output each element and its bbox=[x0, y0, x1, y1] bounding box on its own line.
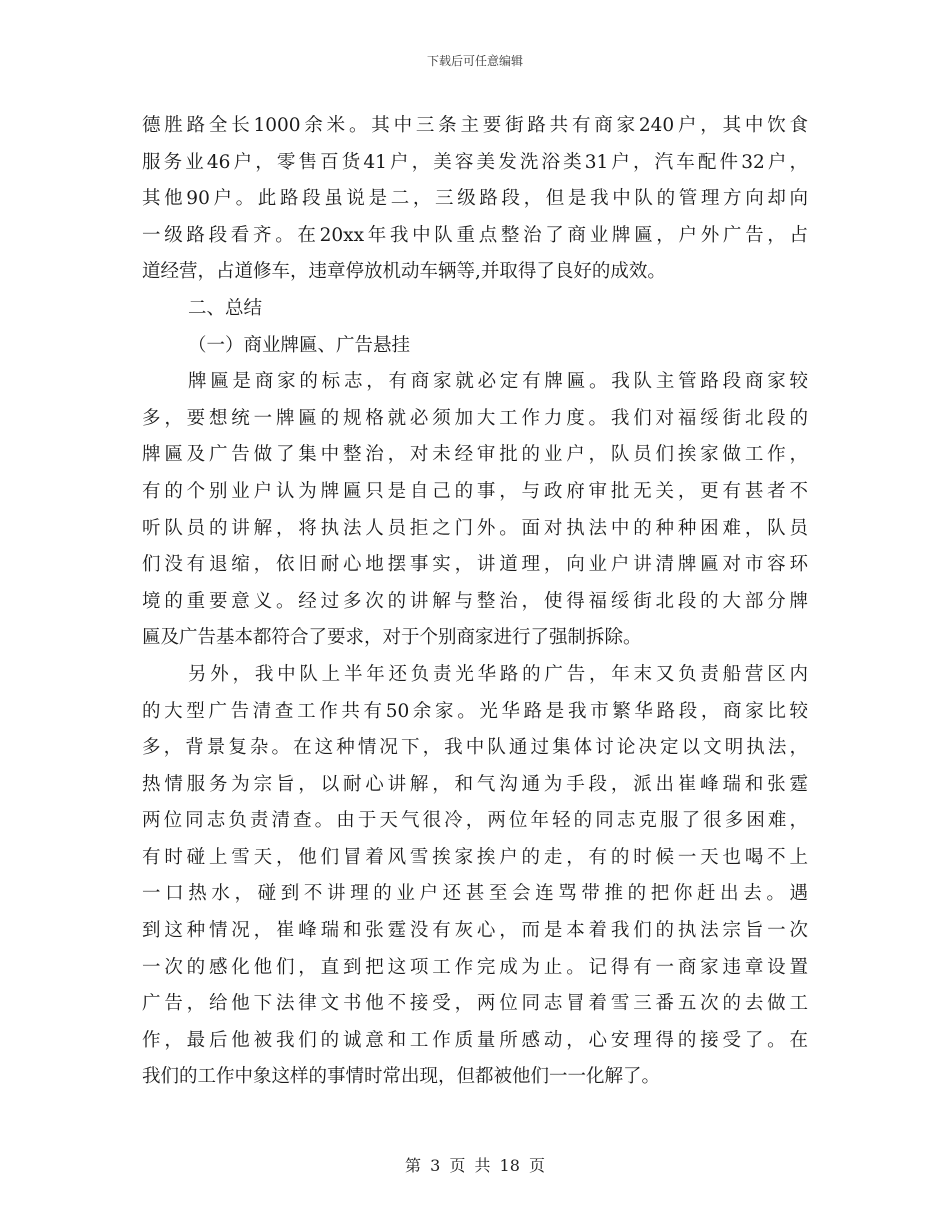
text-line: 热情服务为宗旨，以耐心讲解，和气沟通为手段，派出崔峰瑞和张霆 bbox=[142, 773, 808, 795]
page-header: 下载后可任意编辑 bbox=[426, 54, 523, 68]
text-line: 一口热水，碰到不讲理的业户还甚至会连骂带推的把你赶出去。遇 bbox=[142, 883, 808, 905]
page-footer: 第 3 页 共 18 页 bbox=[405, 1156, 545, 1175]
text-line: 我们的工作中象这样的事情时常出现，但都被他们一一化解了。 bbox=[142, 1066, 661, 1088]
text-line: 一次的感化他们，直到把这项工作完成为止。记得有一商家违章设置 bbox=[142, 956, 808, 978]
text-line: 牌匾是商家的标志，有商家就必定有牌匾。我队主管路段商家较 bbox=[188, 371, 808, 393]
text-line: 听队员的讲解，将执法人员拒之门外。面对执法中的种种困难，队员 bbox=[142, 517, 808, 539]
text-line: 境的重要意义。经过多次的讲解与整治，使得福绥街北段的大部分牌 bbox=[142, 590, 808, 612]
text-line: 们没有退缩，依旧耐心地摆事实，讲道理，向业户讲清牌匾对市容环 bbox=[142, 554, 808, 576]
text-line: 一级路段看齐。在20xx年我中队重点整治了商业牌匾，户外广告，占 bbox=[142, 224, 808, 246]
text-line: 有的个别业户认为牌匾只是自己的事，与政府审批无关，更有甚者不 bbox=[142, 480, 808, 502]
text-line: 牌匾及广告做了集中整治，对未经审批的业户，队员们挨家做工作， bbox=[142, 444, 808, 466]
text-line: 其他90户。此路段虽说是二，三级路段，但是我中队的管理方向却向 bbox=[142, 188, 808, 210]
text-line: 有时碰上雪天，他们冒着风雪挨家挨户的走，有的时候一天也喝不上 bbox=[142, 846, 808, 868]
text-line: 广告，给他下法律文书他不接受，两位同志冒着雪三番五次的去做工 bbox=[142, 993, 808, 1015]
text-line: 两位同志负责清查。由于天气很冷，两位年轻的同志克服了很多困难， bbox=[142, 810, 808, 832]
section-heading: 二、总结 bbox=[188, 297, 263, 319]
text-line: 多，背景复杂。在这种情况下，我中队通过集体讨论决定以文明执法， bbox=[142, 737, 808, 759]
text-line: 德胜路全长1000余米。其中三条主要街路共有商家240户，其中饮食 bbox=[142, 115, 808, 136]
text-line: 作，最后他被我们的诚意和工作质量所感动，心安理得的接受了。在 bbox=[142, 1029, 808, 1051]
text-line: 匾及广告基本都符合了要求，对于个别商家进行了强制拆除。 bbox=[142, 627, 642, 649]
text-line: 道经营，占道修车，违章停放机动车辆等,并取得了良好的成效。 bbox=[142, 261, 666, 283]
text-line: 另外，我中队上半年还负责光华路的广告，年末又负责船营区内 bbox=[188, 663, 808, 685]
text-line: 多，要想统一牌匾的规格就必须加大工作力度。我们对福绥街北段的 bbox=[142, 407, 808, 429]
text-line: 的大型广告清查工作共有50余家。光华路是我市繁华路段，商家比较 bbox=[142, 700, 808, 722]
subsection-heading: （一）商业牌匾、广告悬挂 bbox=[188, 334, 411, 356]
text-line: 服务业46户，零售百货41户，美容美发洗浴类31户，汽车配件32户， bbox=[142, 151, 808, 173]
document-body bbox=[142, 108, 808, 1096]
text-line: 到这种情况，崔峰瑞和张霆没有灰心，而是本着我们的执法宗旨一次 bbox=[142, 920, 808, 942]
